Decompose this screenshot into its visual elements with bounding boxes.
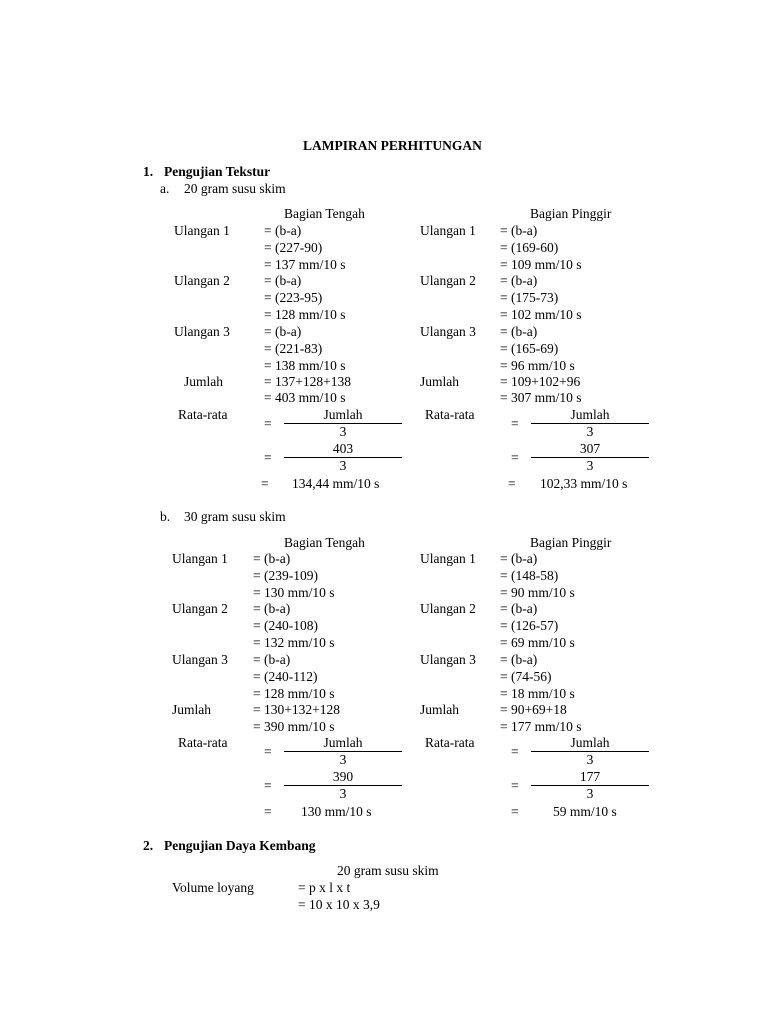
a-pinggir-rata-den2: 3 [586,458,594,473]
b-tengah-jumlah-line2: = 390 mm/10 s [253,719,335,734]
a-tengah-rata-num2: 403 [332,441,354,456]
b-pinggir-heading: Bagian Pinggir [530,535,612,550]
a-tengah-ulangan2-line1: = (b-a) [264,273,302,288]
b-pinggir-rata-den2: 3 [586,786,594,801]
a-pinggir-rata-result: 102,33 mm/10 s [540,476,628,491]
b-pinggir-ulangan3-line2: = (74-56) [500,669,552,684]
a-pinggir-rata-eq2: = [511,450,519,465]
a-tengah-rata-label: Rata-rata [178,407,228,422]
section-2-number: 2. [143,838,154,853]
b-tengah-ulangan2-label: Ulangan 2 [172,601,228,616]
b-pinggir-ulangan3-label: Ulangan 3 [420,652,476,667]
b-pinggir-rata-num1: Jumlah [570,735,610,750]
a-pinggir-jumlah-line2: = 307 mm/10 s [500,390,582,405]
a-pinggir-ulangan3-label: Ulangan 3 [420,324,476,339]
subsection-a-label: 20 gram susu skim [184,181,286,196]
b-pinggir-rata-num2: 177 [579,769,601,784]
a-pinggir-ulangan3-line1: = (b-a) [500,324,538,339]
a-pinggir-ulangan3-line3: = 96 mm/10 s [500,358,575,373]
a-tengah-jumlah-line2: = 403 mm/10 s [264,390,346,405]
a-pinggir-ulangan1-line1: = (b-a) [500,223,538,238]
a-tengah-rata-num1: Jumlah [323,407,363,422]
b-tengah-ulangan1-label: Ulangan 1 [172,551,228,566]
a-tengah-ulangan2-label: Ulangan 2 [174,273,230,288]
b-tengah-ulangan2-line3: = 132 mm/10 s [253,635,335,650]
a-pinggir-rata-den1: 3 [586,424,594,439]
b-tengah-ulangan1-line3: = 130 mm/10 s [253,585,335,600]
a-tengah-ulangan1-line3: = 137 mm/10 s [264,257,346,272]
a-pinggir-ulangan2-line3: = 102 mm/10 s [500,307,582,322]
b-tengah-rata-eq2: = [264,778,272,793]
b-pinggir-ulangan2-line1: = (b-a) [500,601,538,616]
a-tengah-ulangan1-line2: = (227-90) [264,240,323,255]
b-pinggir-jumlah-line2: = 177 mm/10 s [500,719,582,734]
a-tengah-rata-eq1: = [264,416,272,431]
b-tengah-ulangan3-line1: = (b-a) [253,652,291,667]
b-tengah-ulangan1-line1: = (b-a) [253,551,291,566]
b-pinggir-ulangan3-line3: = 18 mm/10 s [500,686,575,701]
b-pinggir-rata-result: 59 mm/10 s [553,804,617,819]
a-pinggir-rata-eq3: = [508,476,516,491]
section-1-heading: Pengujian Tekstur [164,164,271,179]
a-pinggir-rata-eq1: = [511,416,519,431]
b-tengah-ulangan3-label: Ulangan 3 [172,652,228,667]
b-tengah-jumlah-label: Jumlah [172,702,211,717]
b-tengah-jumlah-line1: = 130+132+128 [253,702,340,717]
a-pinggir-ulangan1-line3: = 109 mm/10 s [500,257,582,272]
b-pinggir-rata-eq1: = [511,744,519,759]
a-pinggir-ulangan1-label: Ulangan 1 [420,223,476,238]
section-2-subheading: 20 gram susu skim [337,863,439,878]
b-tengah-rata-result: 130 mm/10 s [301,804,372,819]
b-tengah-rata-label: Rata-rata [178,735,228,750]
a-pinggir-rata-label: Rata-rata [425,407,475,422]
b-pinggir-rata-eq2: = [511,778,519,793]
b-pinggir-rata-eq3: = [511,804,519,819]
b-tengah-ulangan3-line2: = (240-112) [253,669,318,684]
b-pinggir-ulangan1-label: Ulangan 1 [420,551,476,566]
a-tengah-ulangan1-line1: = (b-a) [264,223,302,238]
a-pinggir-rata-num2: 307 [579,441,601,456]
b-pinggir-ulangan1-line2: = (148-58) [500,568,559,583]
a-tengah-ulangan2-line3: = 128 mm/10 s [264,307,346,322]
a-pinggir-ulangan2-line1: = (b-a) [500,273,538,288]
subsection-b-label: 30 gram susu skim [184,509,286,524]
a-tengah-rata-eq3: = [261,476,269,491]
a-tengah-heading: Bagian Tengah [284,206,365,221]
b-tengah-heading: Bagian Tengah [284,535,365,550]
section-1-number: 1. [143,164,154,179]
a-tengah-rata-result: 134,44 mm/10 s [292,476,380,491]
a-pinggir-jumlah-line1: = 109+102+96 [500,374,581,389]
b-tengah-ulangan2-line1: = (b-a) [253,601,291,616]
a-tengah-ulangan3-label: Ulangan 3 [174,324,230,339]
a-tengah-jumlah-line1: = 137+128+138 [264,374,351,389]
b-pinggir-rata-label: Rata-rata [425,735,475,750]
a-tengah-ulangan2-line2: = (223-95) [264,290,323,305]
b-tengah-rata-den2: 3 [339,786,347,801]
b-tengah-rata-eq1: = [264,744,272,759]
b-tengah-ulangan3-line3: = 128 mm/10 s [253,686,335,701]
volume-loyang-line2: = 10 x 10 x 3,9 [298,897,380,912]
section-2-heading: Pengujian Daya Kembang [164,838,316,853]
a-tengah-rata-den1: 3 [339,424,347,439]
a-tengah-rata-eq2: = [264,450,272,465]
b-tengah-rata-num1: Jumlah [323,735,363,750]
a-pinggir-rata-num1: Jumlah [570,407,610,422]
b-pinggir-ulangan2-line3: = 69 mm/10 s [500,635,575,650]
a-tengah-ulangan1-label: Ulangan 1 [174,223,230,238]
b-tengah-rata-den1: 3 [339,752,347,767]
b-pinggir-jumlah-label: Jumlah [420,702,459,717]
volume-loyang-line1: = p x l x t [298,880,351,895]
volume-loyang-label: Volume loyang [172,880,254,895]
b-tengah-ulangan2-line2: = (240-108) [253,618,318,633]
subsection-a-letter: a. [160,181,170,196]
a-tengah-ulangan3-line2: = (221-83) [264,341,323,356]
b-pinggir-ulangan1-line1: = (b-a) [500,551,538,566]
a-tengah-ulangan3-line1: = (b-a) [264,324,302,339]
b-pinggir-ulangan3-line1: = (b-a) [500,652,538,667]
b-tengah-rata-eq3: = [264,804,272,819]
a-pinggir-ulangan2-line2: = (175-73) [500,290,559,305]
b-tengah-rata-num2: 390 [332,769,354,784]
a-pinggir-jumlah-label: Jumlah [420,374,459,389]
b-pinggir-rata-den1: 3 [586,752,594,767]
b-tengah-ulangan1-line2: = (239-109) [253,568,318,583]
a-tengah-rata-den2: 3 [339,458,347,473]
subsection-b-letter: b. [160,509,171,524]
a-tengah-ulangan3-line3: = 138 mm/10 s [264,358,346,373]
a-pinggir-ulangan3-line2: = (165-69) [500,341,559,356]
b-pinggir-jumlah-line1: = 90+69+18 [500,702,567,717]
b-pinggir-ulangan2-label: Ulangan 2 [420,601,476,616]
b-pinggir-ulangan2-line2: = (126-57) [500,618,559,633]
a-pinggir-ulangan1-line2: = (169-60) [500,240,559,255]
b-pinggir-ulangan1-line3: = 90 mm/10 s [500,585,575,600]
a-pinggir-ulangan2-label: Ulangan 2 [420,273,476,288]
page-title: LAMPIRAN PERHITUNGAN [303,138,482,153]
a-pinggir-heading: Bagian Pinggir [530,206,612,221]
a-tengah-jumlah-label: Jumlah [184,374,223,389]
